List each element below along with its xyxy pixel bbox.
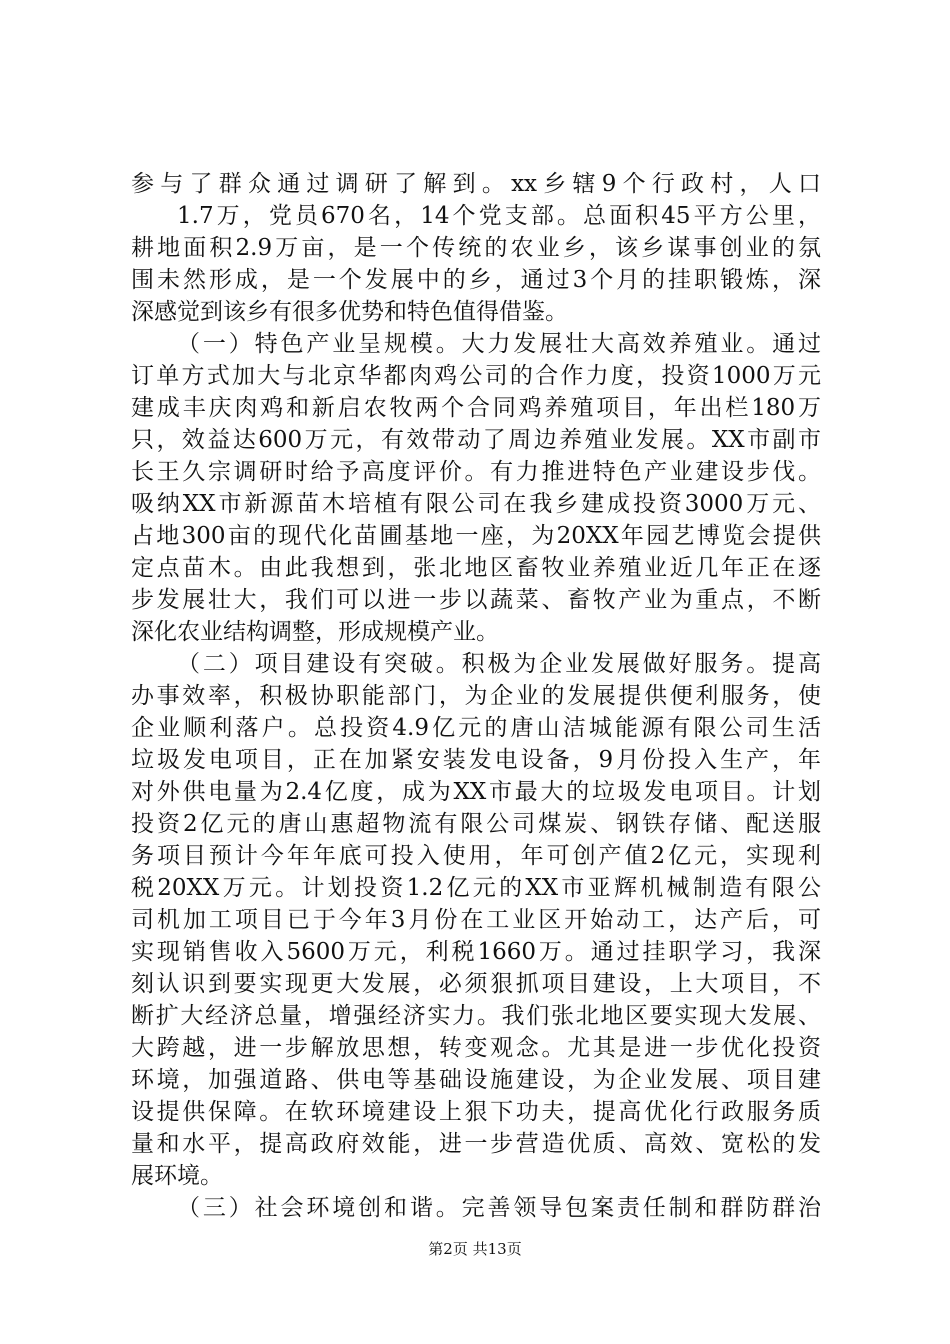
text-line: 展环境。 [131,1163,223,1189]
text-line: 司机加工项目已于今年3月份在工业区开始动工，达产后，可 [131,907,821,933]
text-line: 步发展壮大，我们可以进一步以蔬菜、畜牧产业为重点，不断 [131,587,821,613]
text-line: 定点苗木。由此我想到，张北地区畜牧业养殖业近几年正在逐 [131,555,821,581]
text-line: 税20XX万元。计划投资1.2亿元的XX市亚辉机械制造有限公 [131,875,821,901]
text-line: 办事效率，积极协职能部门，为企业的发展提供便利服务，使 [131,683,821,709]
text-line: 吸纳XX市新源苗木培植有限公司在我乡建成投资3000万元、 [131,491,821,517]
text-line: 务项目预计今年年底可投入使用，年可创产值2亿元，实现利 [131,843,821,869]
text-line: 只，效益达600万元，有效带动了周边养殖业发展。XX市副市 [131,427,821,453]
text-line: 建成丰庆肉鸡和新启农牧两个合同鸡养殖项目，年出栏180万 [131,395,821,421]
text-line: 大跨越，进一步解放思想，转变观念。尤其是进一步优化投资 [131,1035,821,1061]
text-line: 设提供保障。在软环境建设上狠下功夫，提高优化行政服务质 [131,1099,821,1125]
page-footer [0,1239,950,1259]
text-line: 实现销售收入5600万元，利税1660万。通过挂职学习，我深 [131,939,821,965]
text-line: 刻认识到要实现更大发展，必须狠抓项目建设，上大项目，不 [131,971,821,997]
page-number-label: 第2页 共13页 [428,1240,522,1258]
text-line: 1.7万，党员670名，14个党支部。总面积45平方公里， [177,203,821,229]
text-line: 环境，加强道路、供电等基础设施建设，为企业发展、项目建 [131,1067,821,1093]
text-line: 量和水平，提高政府效能，进一步营造优质、高效、宽松的发 [131,1131,821,1157]
text-line: 耕地面积2.9万亩，是一个传统的农业乡，该乡谋事创业的氛 [131,235,821,261]
text-line: 垃圾发电项目，正在加紧安装发电设备，9月份投入生产，年 [131,747,821,773]
text-line: 订单方式加大与北京华都肉鸡公司的合作力度，投资1000万元 [131,363,821,389]
text-line: 长王久宗调研时给予高度评价。有力推进特色产业建设步伐。 [131,459,821,485]
text-line: 深感觉到该乡有很多优势和特色值得借鉴。 [131,299,568,325]
paragraph-heading-2: （二）项目建设有突破。积极为企业发展做好服务。提高 [177,651,821,677]
text-line: 参与了群众通过调研了解到。xx乡辖9个行政村，人口 [131,171,821,197]
paragraph-heading-1: （一）特色产业呈规模。大力发展壮大高效养殖业。通过 [177,331,821,357]
text-line: 企业顺利落户。总投资4.9亿元的唐山洁城能源有限公司生活 [131,715,821,741]
text-line: 深化农业结构调整，形成规模产业。 [131,619,499,645]
document-body [131,168,821,1224]
paragraph-heading-3: （三）社会环境创和谐。完善领导包案责任制和群防群治 [177,1195,821,1221]
text-line: 占地300亩的现代化苗圃基地一座，为20XX年园艺博览会提供 [131,523,821,549]
text-line: 围未然形成，是一个发展中的乡，通过3个月的挂职锻炼，深 [131,267,821,293]
text-line: 断扩大经济总量，增强经济实力。我们张北地区要实现大发展、 [131,1003,821,1029]
text-line: 对外供电量为2.4亿度，成为XX市最大的垃圾发电项目。计划 [131,779,821,805]
text-line: 投资2亿元的唐山惠超物流有限公司煤炭、钢铁存储、配送服 [131,811,821,837]
